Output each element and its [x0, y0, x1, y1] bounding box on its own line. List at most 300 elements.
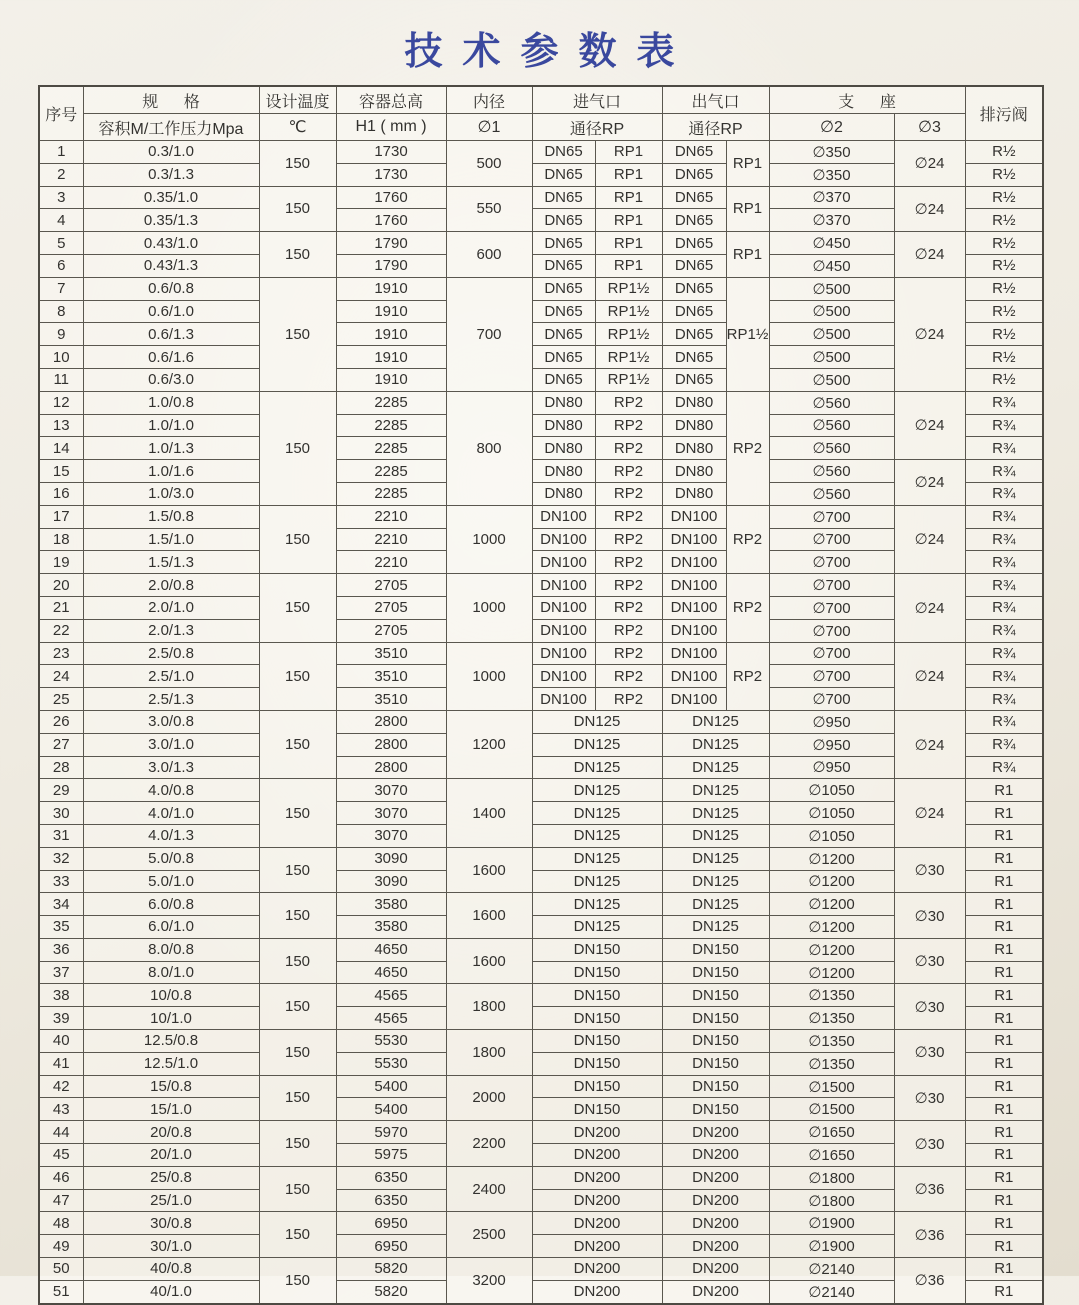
table-row [39, 414, 1043, 437]
cell-vessel-height: 1790 [336, 232, 446, 255]
table-row [39, 482, 1043, 505]
cell-outlet-rp: RP2 [726, 391, 769, 505]
cell-vessel-height: 1730 [336, 141, 446, 164]
table-row [39, 802, 1043, 825]
cell-support-d2: ∅370 [769, 186, 894, 209]
cell-outlet-dn: DN150 [662, 1052, 769, 1075]
cell-support-d2: ∅950 [769, 710, 894, 733]
header-vessel-height: 容器总高 [336, 86, 446, 114]
cell-spec: 6.0/0.8 [83, 893, 259, 916]
cell-vessel-height: 3070 [336, 779, 446, 802]
cell-support-d2: ∅700 [769, 642, 894, 665]
cell-support-d2: ∅1350 [769, 984, 894, 1007]
cell-drain-valve: R¾ [965, 482, 1043, 505]
cell-outlet-dn: DN200 [662, 1258, 769, 1281]
cell-inlet-dn: DN65 [532, 346, 595, 369]
cell-support-d3: ∅30 [894, 1030, 965, 1076]
cell-seq: 48 [39, 1212, 83, 1235]
cell-spec: 10/0.8 [83, 984, 259, 1007]
table-row [39, 642, 1043, 665]
cell-inlet-dn: DN200 [532, 1189, 662, 1212]
cell-support-d2: ∅700 [769, 574, 894, 597]
cell-vessel-height: 2285 [336, 391, 446, 414]
table-row [39, 1144, 1043, 1167]
cell-design-temp: 150 [259, 1166, 336, 1212]
cell-seq: 44 [39, 1121, 83, 1144]
cell-inlet-dn: DN150 [532, 1030, 662, 1053]
table-row [39, 984, 1043, 1007]
cell-spec: 1.5/0.8 [83, 505, 259, 528]
cell-seq: 36 [39, 938, 83, 961]
cell-outlet-dn: DN80 [662, 437, 726, 460]
cell-seq: 32 [39, 847, 83, 870]
cell-drain-valve: R1 [965, 870, 1043, 893]
cell-vessel-height: 5400 [336, 1075, 446, 1098]
cell-drain-valve: R1 [965, 1075, 1043, 1098]
cell-support-d2: ∅1500 [769, 1098, 894, 1121]
cell-spec: 1.0/0.8 [83, 391, 259, 414]
cell-vessel-height: 4650 [336, 938, 446, 961]
cell-outlet-rp: RP2 [726, 642, 769, 710]
cell-spec: 2.5/0.8 [83, 642, 259, 665]
cell-inlet-dn: DN65 [532, 277, 595, 300]
cell-vessel-height: 2285 [336, 414, 446, 437]
cell-inlet-dn: DN100 [532, 619, 595, 642]
cell-design-temp: 150 [259, 1030, 336, 1076]
cell-vessel-height: 1910 [336, 300, 446, 323]
table-row [39, 1189, 1043, 1212]
cell-inner-diameter: 2200 [446, 1121, 532, 1167]
table-row [39, 574, 1043, 597]
cell-outlet-dn: DN150 [662, 938, 769, 961]
cell-inlet-dn: DN80 [532, 437, 595, 460]
cell-seq: 18 [39, 528, 83, 551]
cell-support-d3: ∅24 [894, 460, 965, 506]
cell-outlet-rp: RP1 [726, 186, 769, 232]
cell-seq: 33 [39, 870, 83, 893]
cell-drain-valve: R1 [965, 802, 1043, 825]
table-row [39, 437, 1043, 460]
cell-vessel-height: 2705 [336, 619, 446, 642]
cell-outlet-dn: DN125 [662, 733, 769, 756]
cell-spec: 8.0/0.8 [83, 938, 259, 961]
cell-outlet-dn: DN200 [662, 1212, 769, 1235]
cell-inlet-rp: RP1 [595, 209, 662, 232]
cell-support-d2: ∅1200 [769, 847, 894, 870]
cell-inlet-rp: RP1 [595, 186, 662, 209]
cell-seq: 9 [39, 323, 83, 346]
cell-support-d2: ∅1350 [769, 1052, 894, 1075]
cell-inner-diameter: 1000 [446, 574, 532, 642]
cell-seq: 11 [39, 368, 83, 391]
cell-spec: 5.0/0.8 [83, 847, 259, 870]
cell-outlet-dn: DN100 [662, 688, 726, 711]
cell-support-d3: ∅30 [894, 1075, 965, 1121]
cell-support-d2: ∅1200 [769, 870, 894, 893]
cell-outlet-dn: DN150 [662, 984, 769, 1007]
cell-inner-diameter: 800 [446, 391, 532, 505]
table-row [39, 1212, 1043, 1235]
cell-drain-valve: R1 [965, 1189, 1043, 1212]
cell-outlet-dn: DN125 [662, 710, 769, 733]
cell-inlet-dn: DN125 [532, 710, 662, 733]
table-row [39, 733, 1043, 756]
cell-seq: 30 [39, 802, 83, 825]
cell-outlet-dn: DN65 [662, 209, 726, 232]
cell-drain-valve: R¾ [965, 665, 1043, 688]
header-spec-sub: 容积M/工作压力Mpa [83, 114, 259, 141]
cell-drain-valve: R1 [965, 847, 1043, 870]
cell-design-temp: 150 [259, 232, 336, 278]
cell-vessel-height: 3090 [336, 870, 446, 893]
cell-spec: 40/0.8 [83, 1258, 259, 1281]
cell-vessel-height: 1910 [336, 277, 446, 300]
cell-spec: 1.0/3.0 [83, 482, 259, 505]
header-h1-mm: H1 ( mm ) [336, 114, 446, 141]
cell-inlet-dn: DN125 [532, 916, 662, 939]
cell-spec: 1.0/1.0 [83, 414, 259, 437]
cell-inlet-rp: RP1 [595, 141, 662, 164]
cell-inlet-rp: RP2 [595, 642, 662, 665]
cell-support-d2: ∅700 [769, 551, 894, 574]
cell-inner-diameter: 3200 [446, 1258, 532, 1304]
cell-drain-valve: R½ [965, 163, 1043, 186]
cell-drain-valve: R1 [965, 1212, 1043, 1235]
cell-inlet-dn: DN80 [532, 414, 595, 437]
cell-design-temp: 150 [259, 984, 336, 1030]
table-row [39, 1166, 1043, 1189]
cell-spec: 25/0.8 [83, 1166, 259, 1189]
table-row [39, 916, 1043, 939]
cell-outlet-dn: DN200 [662, 1189, 769, 1212]
cell-inlet-rp: RP1 [595, 254, 662, 277]
cell-inlet-rp: RP1½ [595, 277, 662, 300]
cell-support-d2: ∅700 [769, 505, 894, 528]
cell-support-d3: ∅30 [894, 984, 965, 1030]
cell-drain-valve: R¾ [965, 688, 1043, 711]
cell-support-d3: ∅36 [894, 1166, 965, 1212]
cell-outlet-dn: DN80 [662, 460, 726, 483]
cell-support-d3: ∅24 [894, 710, 965, 778]
header-inlet: 进气口 [532, 86, 662, 114]
cell-outlet-rp: RP1½ [726, 277, 769, 391]
cell-vessel-height: 5530 [336, 1052, 446, 1075]
cell-spec: 40/1.0 [83, 1280, 259, 1303]
cell-inlet-rp: RP2 [595, 437, 662, 460]
cell-seq: 1 [39, 141, 83, 164]
cell-seq: 5 [39, 232, 83, 255]
cell-inlet-dn: DN125 [532, 824, 662, 847]
cell-inlet-rp: RP1 [595, 232, 662, 255]
cell-support-d2: ∅2140 [769, 1280, 894, 1303]
cell-spec: 1.5/1.0 [83, 528, 259, 551]
cell-seq: 37 [39, 961, 83, 984]
cell-support-d2: ∅450 [769, 254, 894, 277]
cell-design-temp: 150 [259, 893, 336, 939]
cell-vessel-height: 6350 [336, 1189, 446, 1212]
cell-support-d2: ∅1900 [769, 1212, 894, 1235]
page-title: 技术参数表 [404, 31, 695, 73]
cell-spec: 0.35/1.0 [83, 186, 259, 209]
header-design-temp: 设计温度 [259, 86, 336, 114]
cell-outlet-rp: RP1 [726, 232, 769, 278]
cell-seq: 34 [39, 893, 83, 916]
cell-inlet-dn: DN125 [532, 802, 662, 825]
cell-vessel-height: 1910 [336, 346, 446, 369]
cell-seq: 38 [39, 984, 83, 1007]
cell-vessel-height: 2285 [336, 437, 446, 460]
cell-inlet-dn: DN100 [532, 642, 595, 665]
cell-drain-valve: R½ [965, 186, 1043, 209]
cell-drain-valve: R¾ [965, 710, 1043, 733]
cell-spec: 0.6/0.8 [83, 277, 259, 300]
cell-drain-valve: R½ [965, 232, 1043, 255]
cell-inlet-rp: RP1 [595, 163, 662, 186]
cell-inner-diameter: 2400 [446, 1166, 532, 1212]
table-row [39, 893, 1043, 916]
cell-support-d2: ∅950 [769, 733, 894, 756]
header-inlet-rp: 通径RP [532, 114, 662, 141]
cell-seq: 6 [39, 254, 83, 277]
cell-outlet-dn: DN100 [662, 574, 726, 597]
cell-outlet-dn: DN65 [662, 346, 726, 369]
table-row [39, 688, 1043, 711]
cell-drain-valve: R¾ [965, 551, 1043, 574]
cell-inlet-dn: DN150 [532, 1098, 662, 1121]
cell-drain-valve: R1 [965, 893, 1043, 916]
cell-outlet-dn: DN100 [662, 619, 726, 642]
table-row [39, 368, 1043, 391]
cell-spec: 3.0/1.3 [83, 756, 259, 779]
cell-inner-diameter: 1200 [446, 710, 532, 778]
cell-outlet-dn: DN65 [662, 232, 726, 255]
cell-vessel-height: 1760 [336, 186, 446, 209]
cell-support-d3: ∅30 [894, 938, 965, 984]
cell-support-d2: ∅500 [769, 277, 894, 300]
cell-inlet-dn: DN100 [532, 574, 595, 597]
cell-outlet-dn: DN65 [662, 186, 726, 209]
cell-inlet-dn: DN200 [532, 1144, 662, 1167]
cell-outlet-dn: DN200 [662, 1166, 769, 1189]
cell-support-d2: ∅450 [769, 232, 894, 255]
cell-design-temp: 150 [259, 391, 336, 505]
cell-outlet-dn: DN65 [662, 368, 726, 391]
cell-design-temp: 150 [259, 186, 336, 232]
cell-spec: 0.3/1.3 [83, 163, 259, 186]
cell-spec: 15/1.0 [83, 1098, 259, 1121]
cell-vessel-height: 1760 [336, 209, 446, 232]
cell-inner-diameter: 1000 [446, 505, 532, 573]
cell-support-d3: ∅24 [894, 391, 965, 459]
cell-inlet-dn: DN65 [532, 254, 595, 277]
cell-vessel-height: 3510 [336, 688, 446, 711]
cell-inlet-dn: DN65 [532, 232, 595, 255]
table-row [39, 824, 1043, 847]
cell-seq: 20 [39, 574, 83, 597]
cell-support-d2: ∅700 [769, 688, 894, 711]
cell-outlet-dn: DN125 [662, 779, 769, 802]
cell-outlet-dn: DN100 [662, 665, 726, 688]
header-d2: ∅2 [769, 114, 894, 141]
cell-outlet-rp: RP1 [726, 141, 769, 187]
cell-support-d2: ∅700 [769, 665, 894, 688]
cell-inlet-dn: DN200 [532, 1212, 662, 1235]
cell-drain-valve: R1 [965, 1280, 1043, 1303]
cell-design-temp: 150 [259, 574, 336, 642]
header-inner-diameter: 内径 [446, 86, 532, 114]
cell-seq: 7 [39, 277, 83, 300]
cell-drain-valve: R½ [965, 346, 1043, 369]
cell-vessel-height: 2705 [336, 596, 446, 619]
cell-support-d2: ∅350 [769, 141, 894, 164]
cell-vessel-height: 2800 [336, 733, 446, 756]
cell-support-d2: ∅1200 [769, 938, 894, 961]
cell-drain-valve: R1 [965, 1007, 1043, 1030]
cell-inlet-dn: DN100 [532, 596, 595, 619]
cell-outlet-dn: DN150 [662, 1098, 769, 1121]
table-row [39, 938, 1043, 961]
cell-spec: 1.0/1.3 [83, 437, 259, 460]
cell-outlet-dn: DN65 [662, 141, 726, 164]
cell-spec: 2.5/1.0 [83, 665, 259, 688]
cell-support-d3: ∅30 [894, 893, 965, 939]
cell-inner-diameter: 1800 [446, 984, 532, 1030]
cell-design-temp: 150 [259, 1121, 336, 1167]
cell-drain-valve: R½ [965, 141, 1043, 164]
cell-vessel-height: 5530 [336, 1030, 446, 1053]
cell-design-temp: 150 [259, 779, 336, 847]
cell-spec: 5.0/1.0 [83, 870, 259, 893]
cell-inlet-rp: RP2 [595, 665, 662, 688]
cell-inner-diameter: 2500 [446, 1212, 532, 1258]
cell-vessel-height: 2210 [336, 551, 446, 574]
cell-drain-valve: R1 [965, 1098, 1043, 1121]
cell-design-temp: 150 [259, 505, 336, 573]
header-outlet: 出气口 [662, 86, 769, 114]
table-row [39, 254, 1043, 277]
cell-support-d2: ∅500 [769, 346, 894, 369]
cell-drain-valve: R¾ [965, 596, 1043, 619]
cell-drain-valve: R1 [965, 1258, 1043, 1281]
cell-drain-valve: R1 [965, 824, 1043, 847]
cell-outlet-dn: DN100 [662, 505, 726, 528]
cell-outlet-dn: DN125 [662, 756, 769, 779]
cell-vessel-height: 1790 [336, 254, 446, 277]
cell-inlet-dn: DN100 [532, 665, 595, 688]
table-row [39, 1280, 1043, 1303]
cell-support-d2: ∅1350 [769, 1030, 894, 1053]
cell-support-d2: ∅1200 [769, 961, 894, 984]
cell-spec: 3.0/1.0 [83, 733, 259, 756]
cell-outlet-dn: DN150 [662, 1075, 769, 1098]
cell-drain-valve: R¾ [965, 528, 1043, 551]
table-row [39, 1075, 1043, 1098]
cell-drain-valve: R¾ [965, 505, 1043, 528]
cell-vessel-height: 3580 [336, 893, 446, 916]
cell-vessel-height: 2210 [336, 505, 446, 528]
cell-drain-valve: R1 [965, 779, 1043, 802]
cell-vessel-height: 2285 [336, 482, 446, 505]
cell-drain-valve: R1 [965, 1052, 1043, 1075]
cell-support-d3: ∅24 [894, 277, 965, 391]
cell-inlet-dn: DN150 [532, 1052, 662, 1075]
cell-spec: 0.3/1.0 [83, 141, 259, 164]
cell-spec: 3.0/0.8 [83, 710, 259, 733]
cell-inlet-rp: RP2 [595, 551, 662, 574]
cell-vessel-height: 3070 [336, 824, 446, 847]
cell-inner-diameter: 600 [446, 232, 532, 278]
cell-inlet-dn: DN200 [532, 1280, 662, 1303]
cell-spec: 30/1.0 [83, 1235, 259, 1258]
table-row [39, 232, 1043, 255]
table-row [39, 1098, 1043, 1121]
cell-outlet-dn: DN125 [662, 802, 769, 825]
cell-seq: 46 [39, 1166, 83, 1189]
cell-vessel-height: 6950 [336, 1235, 446, 1258]
table-row [39, 1030, 1043, 1053]
cell-vessel-height: 2800 [336, 710, 446, 733]
cell-support-d2: ∅1050 [769, 802, 894, 825]
cell-inlet-rp: RP2 [595, 505, 662, 528]
cell-inlet-rp: RP1½ [595, 300, 662, 323]
cell-design-temp: 150 [259, 710, 336, 778]
cell-vessel-height: 4650 [336, 961, 446, 984]
cell-vessel-height: 3510 [336, 665, 446, 688]
cell-seq: 29 [39, 779, 83, 802]
cell-drain-valve: R½ [965, 277, 1043, 300]
cell-seq: 19 [39, 551, 83, 574]
cell-inlet-dn: DN100 [532, 505, 595, 528]
cell-inner-diameter: 1000 [446, 642, 532, 710]
cell-inner-diameter: 700 [446, 277, 532, 391]
table-row [39, 1235, 1043, 1258]
cell-seq: 28 [39, 756, 83, 779]
cell-inlet-dn: DN65 [532, 141, 595, 164]
cell-design-temp: 150 [259, 1258, 336, 1304]
cell-outlet-rp: RP2 [726, 505, 769, 573]
cell-drain-valve: R¾ [965, 574, 1043, 597]
cell-drain-valve: R½ [965, 323, 1043, 346]
table-row [39, 779, 1043, 802]
cell-vessel-height: 5820 [336, 1258, 446, 1281]
cell-support-d3: ∅24 [894, 779, 965, 847]
cell-support-d2: ∅560 [769, 437, 894, 460]
cell-inlet-dn: DN80 [532, 460, 595, 483]
cell-design-temp: 150 [259, 1212, 336, 1258]
cell-inlet-dn: DN125 [532, 779, 662, 802]
cell-vessel-height: 2285 [336, 460, 446, 483]
table-row [39, 323, 1043, 346]
cell-inlet-dn: DN200 [532, 1166, 662, 1189]
cell-seq: 50 [39, 1258, 83, 1281]
cell-seq: 12 [39, 391, 83, 414]
cell-drain-valve: R1 [965, 1235, 1043, 1258]
table-body [39, 141, 1043, 1304]
cell-drain-valve: R1 [965, 961, 1043, 984]
cell-outlet-dn: DN100 [662, 596, 726, 619]
cell-inlet-dn: DN150 [532, 938, 662, 961]
cell-spec: 15/0.8 [83, 1075, 259, 1098]
cell-inlet-rp: RP2 [595, 596, 662, 619]
table-row [39, 391, 1043, 414]
cell-vessel-height: 4565 [336, 984, 446, 1007]
cell-support-d2: ∅1900 [769, 1235, 894, 1258]
technical-parameters-table [38, 85, 1044, 1305]
cell-drain-valve: R1 [965, 1030, 1043, 1053]
cell-spec: 2.0/1.0 [83, 596, 259, 619]
cell-outlet-dn: DN65 [662, 323, 726, 346]
cell-inlet-rp: RP2 [595, 619, 662, 642]
